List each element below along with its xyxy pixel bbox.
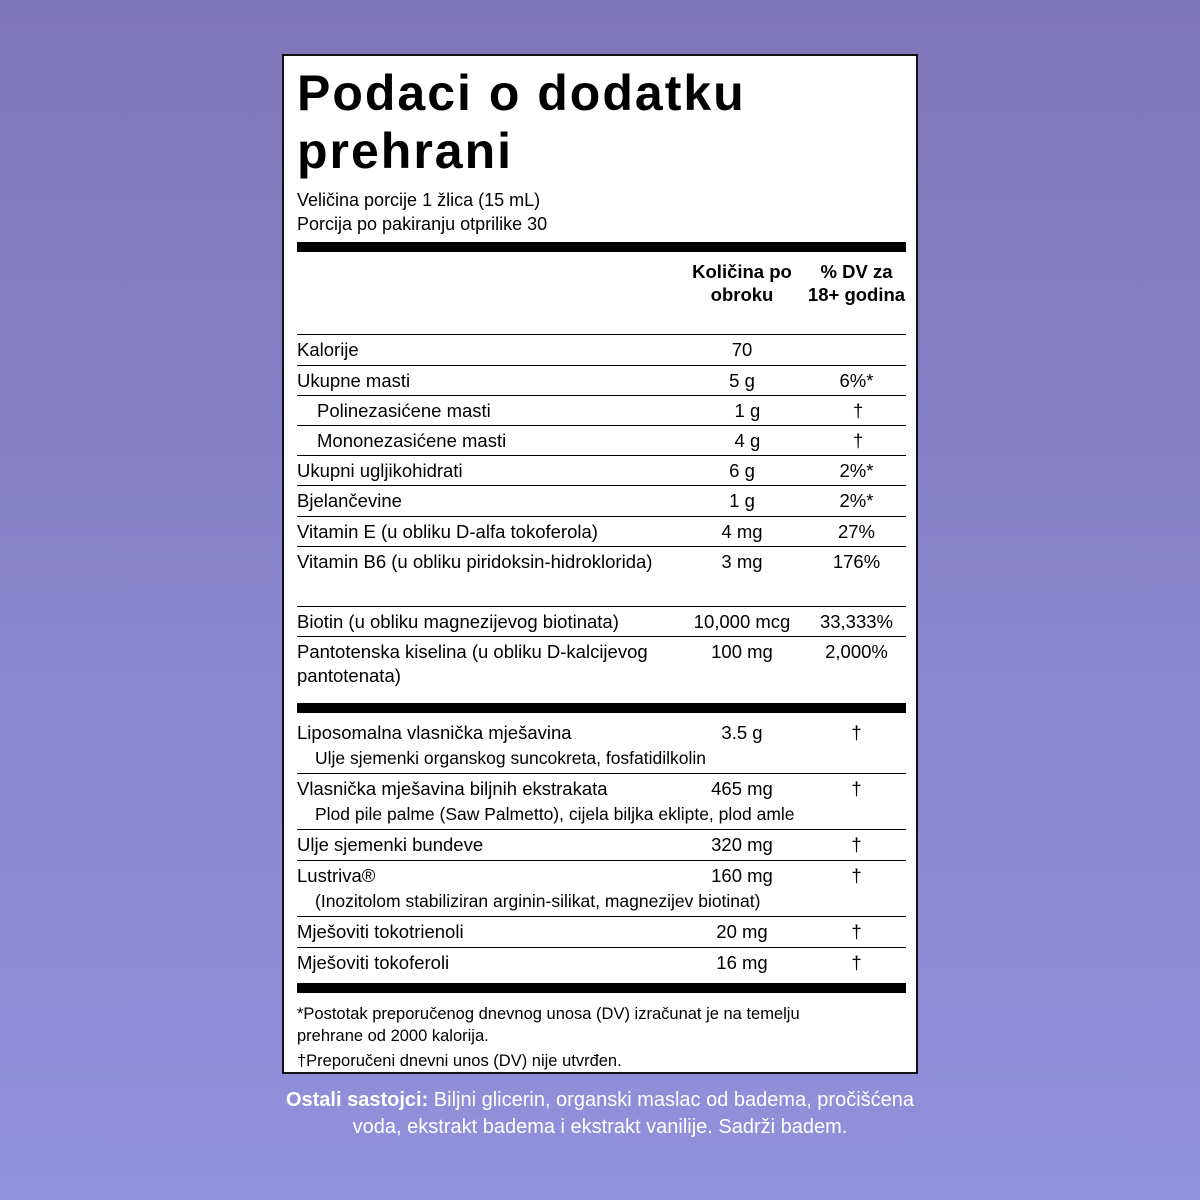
blend-amount: 16 mg xyxy=(716,952,768,973)
nutrient-dv xyxy=(807,335,906,365)
blend-row xyxy=(297,861,906,917)
other-ingredients-label: Ostali sastojci: xyxy=(285,1089,429,1111)
footnote-dv: *Postotak preporučenog dnevnog unosa (DV) izračunat je na temelju prehrane od 2000 kalorija. xyxy=(297,1005,800,1045)
blend-name: Ulje sjemenki bundeve xyxy=(297,834,484,855)
nutrient-dv: 33,333% xyxy=(819,611,894,632)
blend-dv: † xyxy=(851,834,862,855)
nutrient-amount: 3 mg xyxy=(721,551,763,572)
nutrient-name: Pantotenska kiselina (u obliku D-kalcijevog pantotenata) xyxy=(297,641,648,686)
nutrient-name: Vitamin E (u obliku D-alfa tokoferola) xyxy=(297,521,598,542)
blend-dv: † xyxy=(851,778,862,799)
nutrient-dv: 2%* xyxy=(839,460,874,481)
divider-thick xyxy=(297,242,906,252)
nutrient-amount: 70 xyxy=(731,339,753,360)
footnotes xyxy=(297,1003,906,1072)
nutrient-amount: 10,000 mcg xyxy=(693,611,791,632)
other-ingredients xyxy=(0,1087,1200,1141)
blend-amount: 160 mg xyxy=(711,865,773,886)
blend-dv: † xyxy=(851,722,862,743)
header-blank xyxy=(297,257,677,334)
nutrient-dv: 2,000% xyxy=(825,641,888,662)
blend-name: Mješoviti tokotrienoli xyxy=(297,921,464,942)
nutrient-name: Polinezasićene masti xyxy=(317,400,491,421)
blend-dv: † xyxy=(851,952,862,973)
serving-info xyxy=(297,188,906,236)
nutrient-amount: 1 g xyxy=(729,490,755,511)
nutrient-dv: † xyxy=(852,400,864,421)
header-dv: % DV za 18+ godina xyxy=(807,261,906,305)
nutrient-row xyxy=(297,426,906,456)
nutrient-name: Ukupne masti xyxy=(297,370,411,391)
blend-row xyxy=(297,774,906,830)
nutrient-name: Vitamin B6 (u obliku piridoksin-hidroklorida) xyxy=(297,551,653,572)
nutrient-row xyxy=(297,637,906,698)
blend-amount: 465 mg xyxy=(711,778,773,799)
nutrient-name: Biotin (u obliku magnezijevog biotinata) xyxy=(297,611,619,632)
nutrient-amount: 6 g xyxy=(729,460,755,481)
nutrient-dv: 2%* xyxy=(839,490,874,511)
footnote-dagger: †Preporučeni dnevni unos (DV) nije utvrđen. xyxy=(297,1052,622,1070)
panel-title: Podaci o dodatku prehrani xyxy=(297,65,746,179)
nutrient-dv: 6%* xyxy=(839,370,874,391)
nutrient-name: Kalorije xyxy=(297,339,359,360)
nutrient-row xyxy=(297,517,906,547)
nutrient-row xyxy=(297,396,906,426)
blend-ingredients: Ulje sjemenki organskog suncokreta, fosfatidilkolin xyxy=(315,748,707,768)
blend-name: Vlasnička mješavina biljnih ekstrakata xyxy=(297,778,608,799)
header-amount: Količina po obroku xyxy=(692,261,792,305)
nutrient-dv: † xyxy=(852,430,864,451)
blend-ingredients: (Inozitolom stabiliziran arginin-silikat, magnezijev biotinat) xyxy=(315,891,761,911)
blend-ingredients: Plod pile palme (Saw Palmetto), cijela biljka eklipte, plod amle xyxy=(315,804,795,824)
blend-row xyxy=(297,948,906,978)
nutrient-row xyxy=(297,607,906,637)
nutrient-amount: 100 mg xyxy=(711,641,773,662)
servings-per-container: Porcija po pakiranju otprilike 30 xyxy=(297,214,548,234)
blend-row xyxy=(297,713,906,774)
nutrient-dv: 176% xyxy=(832,551,881,572)
nutrient-name: Mononezasićene masti xyxy=(317,430,507,451)
nutrient-name: Ukupni ugljikohidrati xyxy=(297,460,463,481)
nutrient-amount: 4 mg xyxy=(721,521,763,542)
blend-amount: 20 mg xyxy=(716,921,768,942)
blend-name: Lustriva® xyxy=(297,865,376,886)
blend-name: Mješoviti tokoferoli xyxy=(297,952,450,973)
nutrient-dv: 27% xyxy=(837,521,876,542)
nutrient-name: Bjelančevine xyxy=(297,490,402,511)
nutrient-row xyxy=(297,486,906,517)
nutrient-amount: 1 g xyxy=(734,400,761,421)
blend-dv: † xyxy=(851,921,862,942)
other-ingredients-text: Biljni glicerin, organski maslac od badema, pročišćena voda, ekstrakt badema i ekstrakt vanilije. Sadrži badem. xyxy=(352,1089,915,1138)
supplement-facts-panel xyxy=(282,54,918,1074)
nutrient-amount: 4 g xyxy=(734,430,761,451)
nutrient-list xyxy=(297,335,906,698)
blend-name: Liposomalna vlasnička mješavina xyxy=(297,722,572,743)
nutrient-row xyxy=(297,335,906,366)
blend-list xyxy=(297,713,906,978)
divider-thick xyxy=(297,983,906,993)
table-header xyxy=(297,257,906,335)
blend-row xyxy=(297,830,906,861)
nutrient-row xyxy=(297,547,906,607)
blend-amount: 320 mg xyxy=(711,834,773,855)
nutrient-row xyxy=(297,456,906,486)
nutrient-row xyxy=(297,366,906,396)
serving-size: Veličina porcije 1 žlica (15 mL) xyxy=(297,190,541,210)
blend-dv: † xyxy=(851,865,862,886)
blend-amount: 3.5 g xyxy=(721,722,763,743)
divider-thick xyxy=(297,703,906,713)
nutrient-amount: 5 g xyxy=(729,370,755,391)
blend-row xyxy=(297,917,906,948)
